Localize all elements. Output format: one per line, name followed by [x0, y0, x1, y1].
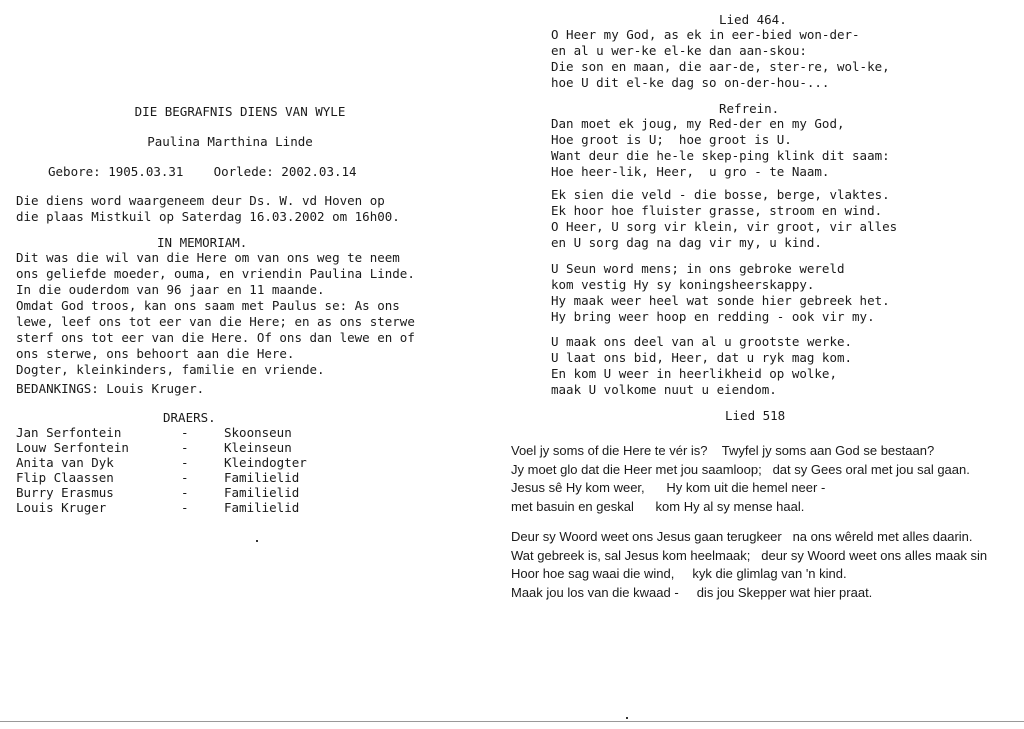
dates-line: Gebore: 1905.03.31 Oorlede: 2002.03.14	[48, 164, 357, 179]
draer-relation: Skoonseun	[224, 425, 292, 440]
hymn-verse	[551, 187, 897, 251]
draer-name: Anita van Dyk	[16, 455, 114, 470]
draer-dash: -	[181, 470, 189, 485]
verse-line: Wat gebreek is, sal Jesus kom heelmaak; deur sy Woord weet ons alles maak sin	[511, 547, 988, 563]
refrain-verse	[551, 116, 890, 180]
draer-dash: -	[181, 485, 189, 500]
verse-line: en al u wer-ke el-ke dan aan-skou:	[551, 43, 807, 58]
memoriam-line: Omdat God troos, kan ons saam met Paulus se: As ons	[16, 298, 400, 313]
draer-relation: Kleindogter	[224, 455, 307, 470]
verse-line: en U sorg dag na dag vir my, u kind.	[551, 235, 822, 250]
service-details	[16, 193, 400, 225]
list-item	[16, 425, 336, 440]
list-item	[16, 485, 336, 500]
memoriam-line: In die ouderdom van 96 jaar en 11 maande.	[16, 282, 325, 297]
memoriam-line: Dit was die wil van die Here om van ons weg te neem	[16, 250, 400, 265]
draer-relation: Familielid	[224, 500, 300, 515]
list-item	[16, 470, 336, 485]
verse-line: O Heer my God, as ek in eer-bied won-der-	[551, 27, 860, 42]
service-line: die plaas Mistkuil op Saterdag 16.03.2002 om 16h00.	[16, 209, 400, 224]
verse-line: Maak jou los van die kwaad - dis jou Skepper wat hier praat.	[511, 584, 873, 600]
memoriam-line: ons sterwe, ons behoort aan die Here.	[16, 346, 295, 361]
song-verse	[511, 442, 1024, 516]
memoriam-line: lewe, leef ons tot eer van die Here; en as ons sterwe	[16, 314, 415, 329]
hymn-verse	[551, 27, 890, 91]
draer-name: Flip Claassen	[16, 470, 114, 485]
list-item	[16, 455, 336, 470]
hymn-verse	[551, 334, 852, 398]
refrain-title: Refrein.	[719, 101, 780, 116]
verse-line: Ek hoor hoe fluister grasse, stroom en wind.	[551, 203, 883, 218]
list-item	[16, 500, 336, 515]
draer-name: Burry Erasmus	[16, 485, 114, 500]
draer-dash: -	[181, 500, 189, 515]
service-line: Die diens word waargeneem deur Ds. W. vd Hoven op	[16, 193, 385, 208]
draer-name: Louw Serfontein	[16, 440, 129, 455]
verse-line: Deur sy Woord weet ons Jesus gaan terugkeer na ons wêreld met alles daarin.	[511, 529, 973, 544]
hymn-verse	[551, 261, 890, 325]
page-bottom-edge	[0, 721, 1024, 722]
verse-line: U maak ons deel van al u grootste werke.	[551, 334, 853, 349]
scan-speck	[256, 540, 258, 542]
verse-line: Jy moet glo dat die Heer met jou saamloop; dat sy Gees oral met jou sal gaan.	[511, 461, 970, 477]
draers-list	[16, 425, 336, 515]
list-item	[16, 440, 336, 455]
verse-line: O Heer, U sorg vir klein, vir groot, vir alles	[551, 219, 898, 234]
verse-line: kom vestig Hy sy koningsheerskappy.	[551, 277, 815, 292]
verse-line: Ek sien die veld - die bosse, berge, vlaktes.	[551, 187, 890, 202]
draer-name: Louis Kruger	[16, 500, 107, 515]
verse-line: Hy bring weer hoop en redding - ook vir my.	[551, 309, 875, 324]
draer-relation: Familielid	[224, 485, 300, 500]
hymn-title: Lied 518	[725, 408, 786, 423]
draer-dash: -	[181, 455, 189, 470]
memoriam-line: sterf ons tot eer van die Here. Of ons dan lewe en of	[16, 330, 415, 345]
verse-line: met basuin en geskal kom Hy al sy mense haal.	[511, 498, 805, 514]
verse-line: Hoe groot is U; hoe groot is U.	[551, 132, 792, 147]
verse-line: hoe U dit el-ke dag so on-der-hou-...	[551, 75, 830, 90]
thanks-line: BEDANKINGS: Louis Kruger.	[16, 381, 205, 396]
verse-line: Dan moet ek joug, my Red-der en my God,	[551, 116, 845, 131]
hymn-title: Lied 464.	[719, 12, 787, 27]
verse-line: maak U volkome nuut u eiendom.	[551, 382, 777, 397]
verse-line: Hoe heer-lik, Heer, u gro - te Naam.	[551, 164, 830, 179]
verse-line: U laat ons bid, Heer, dat u ryk mag kom.	[551, 350, 853, 365]
draer-dash: -	[181, 440, 189, 455]
verse-line: Hy maak weer heel wat sonde hier gebreek het.	[551, 293, 890, 308]
memoriam-heading: IN MEMORIAM.	[157, 235, 248, 250]
draers-heading: DRAERS.	[163, 410, 216, 425]
draer-name: Jan Serfontein	[16, 425, 122, 440]
verse-line: U Seun word mens; in ons gebroke wereld	[551, 261, 845, 276]
deceased-name: Paulina Marthina Linde	[147, 134, 313, 149]
song-verse	[511, 528, 1024, 602]
memoriam-line: ons geliefde moeder, ouma, en vriendin Paulina Linde.	[16, 266, 415, 281]
verse-line: Voel jy soms of die Here te vér is? Twyfel jy soms aan God se bestaan?	[511, 443, 935, 458]
verse-line: Die son en maan, die aar-de, ster-re, wol-ke,	[551, 59, 890, 74]
service-title: DIE BEGRAFNIS DIENS VAN WYLE	[134, 104, 346, 119]
draer-dash: -	[181, 425, 189, 440]
scan-speck	[626, 717, 628, 719]
verse-line: Want deur die he-le skep-ping klink dit saam:	[551, 148, 890, 163]
memoriam-line: Dogter, kleinkinders, familie en vriende.	[16, 362, 325, 377]
verse-line: Hoor hoe sag waai die wind, kyk die glimlag van 'n kind.	[511, 566, 847, 581]
draer-relation: Kleinseun	[224, 440, 292, 455]
draer-relation: Familielid	[224, 470, 300, 485]
verse-line: Jesus sê Hy kom weer, Hy kom uit die hemel neer -	[511, 480, 826, 495]
verse-line: En kom U weer in heerlikheid op wolke,	[551, 366, 837, 381]
memoriam-text	[16, 250, 415, 378]
